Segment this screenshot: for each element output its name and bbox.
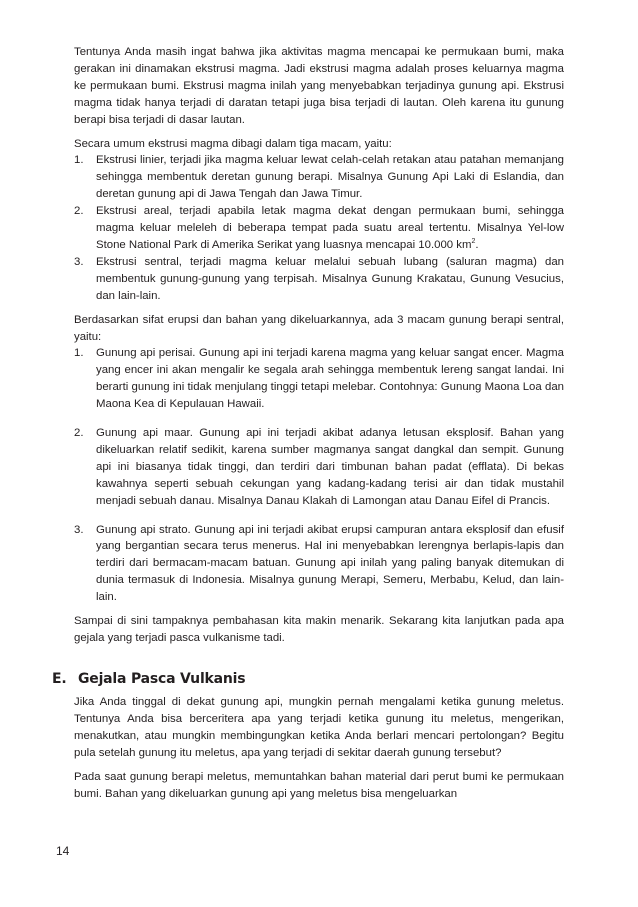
bottom-content [74,694,564,809]
list-number: 1. [74,154,84,167]
section-heading [52,671,245,687]
list-item [74,425,564,510]
list-item [74,152,564,203]
intro-paragraph: Tentunya Anda masih ingat bahwa jika aktivitas magma mencapai ke permukaan bumi, maka gerakan ini dinamakan ekstrusi magma. Jadi ekstrusi magma adalah proses keluarnya magma ke permukaan bumi. Ekstrusi magma inilah yang menyebabkan terjadinya gunung api. Ekstrusi magma tidak hanya terjadi di daratan tetapi juga bisa terjadi di lautan. Oleh karena itu gunung berapi bisa terjadi di dasar lautan. [74,46,564,126]
list-text-tail: . [475,238,479,251]
list-number: 1. [74,347,84,360]
list-item [74,254,564,305]
section-title: Gejala Pasca Vulkanis [78,671,246,687]
list-number: 3. [74,523,84,536]
page-number: 14 [56,844,70,858]
list-text: Ekstrusi areal, terjadi apabila letak magma dekat dengan permukaan bumi, sehingga magma keluar meleleh di beberapa tempat pada suatu areal tertentu. Misalnya Yel-low Stone National Park di Amerika Serikat yang luasnya mencapai 10.000 km [96,205,564,251]
list-number: 2. [74,205,84,218]
list-number: 2. [74,427,84,440]
list-item [74,522,564,607]
spacer [74,413,564,425]
closing-paragraph: Sampai di sini tampaknya pembahasan kita makin menarik. Sekarang kita lanjutkan pada apa gejala yang terjadi pasca vulkanisme tadi. [74,615,564,644]
ekstrusi-list [74,152,564,304]
spacer [74,510,564,522]
list-text: Ekstrusi linier, terjadi jika magma keluar lewat celah-celah retakan atau patahan memanjang sehingga membentuk deretan gunung berapi. Misalnya Gunung Api Laki di Eslandia, dan deretan gunung api di Jawa Tengah dan Jawa Timur. [96,154,564,201]
list-text: Ekstrusi sentral, terjadi magma keluar melalui sebuah lubang (saluran magma) dan membentuk gunung-gunung yang terpisah. Misalnya Gunung Krakatau, Gunung Vesucius, dan lain-lain. [96,255,564,302]
sentral-list [74,345,564,606]
list-text: Gunung api perisai. Gunung api ini terjadi karena magma yang keluar sangat encer. Magma yang encer ini akan mengalir ke segala arah sehingga membentuk lereng sangat landai. Ini berarti gunung ini tidak menjulang tinggi tetapi melebar. Contohnya: Gunung Maona Loa dan Maona Kea di Kepulauan Hawaii. [96,347,564,411]
ekstrusi-intro: Secara umum ekstrusi magma dibagi dalam tiga macam, yaitu: [74,137,392,150]
top-content [74,44,564,654]
section-letter: E. [52,671,67,687]
list-text: Gunung api strato. Gunung api ini terjadi akibat erupsi campuran antara eksplosif dan efusif yang bergantian secara terus menerus. Hal ini menyebabkan lerengnya berlapis-lapis dan terdiri dari bermacam-macam batuan. Gunung api inilah yang paling banyak ditemukan di dunia termasuk di Indonesia. Misalnya gunung Merapi, Semeru, Merbabu, Kelud, dan lain-lain. [96,523,564,604]
list-item [74,345,564,413]
paragraph: Pada saat gunung berapi meletus, memuntahkan bahan material dari perut bumi ke permukaan bumi. Bahan yang dikeluarkan gunung api yang meletus bisa mengeluarkan [74,770,564,800]
list-text: Gunung api maar. Gunung api ini terjadi akibat adanya letusan eksplosif. Bahan yang dikeluarkan relatif sedikit, karena sumber magmanya sangat dangkal dan sempit. Gunung api ini biasanya tidak tinggi, dan terdiri dari timbunan bahan padat (efflata). Di bekas kawahnya seperti sebuah cekungan yang kadang-kadang terisi air dan tidak mustahil menjadi sebuah danau. Misalnya Danau Klakah di Lamongan atau Danau Eifel di Prancis. [96,427,564,507]
list-number: 3. [74,255,84,268]
sentral-intro: Berdasarkan sifat erupsi dan bahan yang dikeluarkannya, ada 3 macam gunung berapi sentral, yaitu: [74,313,564,343]
paragraph: Jika Anda tinggal di dekat gunung api, mungkin pernah mengalami ketika gunung meletus. Tentunya Anda bisa berceritera apa yang terjadi ketika gunung itu meletus, mengerikan, menakutkan, atau mungkin membingungkan ketika Anda berlari mencari pertolongan? Begitu pula setelah gunung itu meletus, apa yang terjadi di sekitar daerah gunung tersebut? [74,696,564,759]
superscript: 2 [471,238,476,246]
list-item [74,203,564,254]
